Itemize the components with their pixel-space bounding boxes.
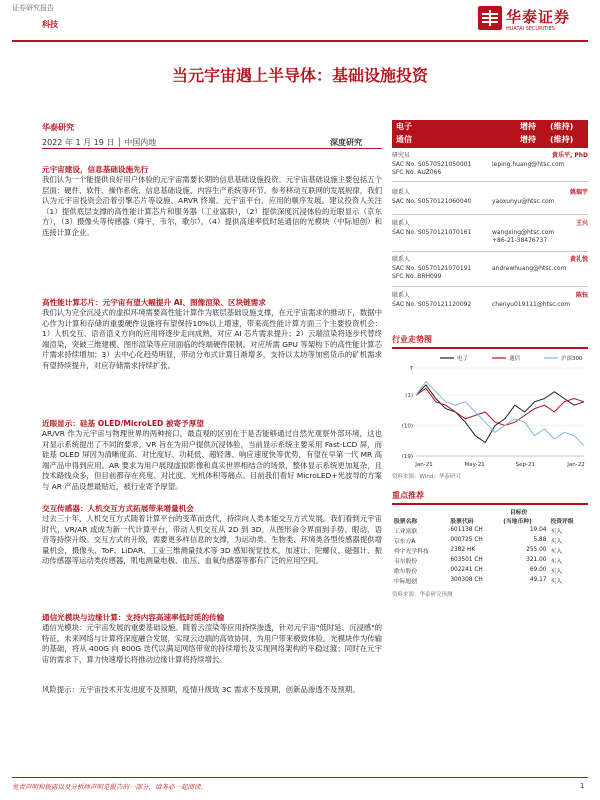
section-body: 通信光模块：元宇宙发展的重要基础设施。随着云渲染等应用持续渗透，针对元宇宙"低时延、沉浸感"的特征，未来网络与计算将深度融合发展，实现云边端的高效协同，为用户带来极致体验。光模块作为传输的基础，将从 400G 向 800G 迭代以满足网络带宽的持续增长及实现网络架构的平稳过渡；同时在元宇宙的需求下，算力快速增长将推动边缘计算将持续增长。 <box>42 623 382 664</box>
section-body: 我们认为一个能提供良好用户体验的元宇宙需要长期的信息基础设施投资。元宇宙基础设施主要包括五个层面：硬件、软件、操作系统、信息基础设施、内容生产系统等环节。参考移动互联网的发展规律，我们认为元宇宙投资会沿着引擎芯片等设施、ARVR 终端、元宇宙平台、应用的顺序发展。建议投资人关注（1）提供底层支撑的高性能计算芯片和服务器（工业富联），（2）提供深度沉浸体验的近眼显示（京东方），（3）摄像头等传感器（舜宇，韦尔，歌尔），（4）提供高速率低时延通信的光模块（中际旭创）和连接计算企业。 <box>42 175 382 237</box>
investment-rating: 买入 <box>550 548 563 555</box>
analyst-sac: SAC No. S0570121060040 <box>392 198 472 205</box>
table-row <box>392 535 588 545</box>
stock-name: 京东方A <box>394 538 416 545</box>
section-body: AR/VR 作为元宇宙与物理世界的两种接口，最直观的区别在于是否能够通过自然光观察外部环境，这也对显示系统提出了不同的要求。VR 旨在为用户提供沉浸体验，当前显示系统主要采用 Fast-LCD 屏，而硅基 OLED 屏因为清晰度高、对比度好、功耗低、超轻薄、响应速度快等优势，有望在早第一代 MR 高端产品中得到应用。AR 要求为用户展现虚拟影像和真实世界相结合的场景，整体显示系统更加复杂，且技术路线众多，但目前都存在亮度、对比度、光机体积等痛点。目前我们看好 MicroLED+光波导的方案与 AR 产品设想最贴近，被行业寄予厚望。 <box>42 429 382 491</box>
series-line <box>416 385 584 443</box>
stock-name: 歌尔股份 <box>394 568 418 575</box>
section-heading: 通信光模块与边缘计算：支持内容高速率低时延的传输 <box>42 613 225 622</box>
analyst-role: 联系人 <box>392 256 411 263</box>
section-5 <box>42 612 382 665</box>
report-type-label: 证券研究报告 <box>12 4 54 12</box>
rating-list <box>392 121 588 147</box>
huatai-logo <box>478 6 588 36</box>
section-2 <box>42 297 382 372</box>
col-header: 股票名称 <box>394 518 418 525</box>
investment-rating: 买入 <box>550 528 563 535</box>
analyst-role: 联系人 <box>392 189 411 196</box>
rating-value: 增持 <box>520 135 536 144</box>
logo-mark-icon <box>478 6 502 30</box>
analyst-role: 研究员 <box>392 152 411 159</box>
section-heading: 元宇宙建设，信息基础设施先行 <box>42 165 149 174</box>
analyst-name: 陈钰 <box>575 292 588 299</box>
trend-chart-block <box>392 334 588 484</box>
analyst-sac: SAC No. S0570521050001 <box>392 161 472 168</box>
series-line <box>416 388 584 425</box>
logo-text-en: HUATAI SECURITIES <box>506 26 555 32</box>
table-row <box>392 545 588 555</box>
stock-name: 韦尔股份 <box>394 558 418 565</box>
rating-sector: 通信 <box>396 135 412 144</box>
table-header-row <box>392 515 588 525</box>
table-row <box>392 555 588 565</box>
analyst-phone: +86-21-38476737 <box>492 237 548 244</box>
target-price: 5.88 <box>533 537 547 543</box>
stock-name: 中际旭创 <box>394 578 418 585</box>
stock-name: 舜宇光学科技 <box>394 548 429 555</box>
stock-code: 601138 CH <box>450 527 483 533</box>
stock-code: 2382 HK <box>450 547 476 553</box>
footer-disclaimer: 免责声明和披露以及分析师声明是报告的一部分，请务必一起阅读。 <box>12 783 207 791</box>
analyst-sfc: SFC No. BRH099 <box>392 273 442 280</box>
stock-code: 002241 CH <box>450 567 483 573</box>
recommend-block <box>392 490 588 610</box>
page-number: 1 <box>580 782 585 790</box>
target-price: 19.04 <box>529 527 547 533</box>
analyst-sac: SAC No. S0570121120092 <box>392 301 472 308</box>
report-title: 当元宇宙遇上半导体：基础设施投资 <box>171 66 428 85</box>
risk-warning <box>42 685 382 696</box>
target-price: 255.00 <box>526 547 547 553</box>
target-price-label: 目标价 <box>510 510 528 516</box>
analyst-sac: SAC No. S0570121070161 <box>392 229 472 236</box>
analyst-name: 姚瑞宇 <box>569 189 588 196</box>
report-date: 2022 年 1 月 19 日 │ 中国内地 <box>42 138 157 147</box>
series-line <box>416 382 584 446</box>
recommend-table <box>392 515 588 585</box>
chart-section-title: 行业走势图 <box>392 334 588 349</box>
x-tick-label: Jan-21 <box>415 462 433 468</box>
analyst-sfc: SFC No. AUZ066 <box>392 169 442 176</box>
analyst-divider <box>392 214 588 215</box>
footer-rule <box>12 777 588 778</box>
analyst-role: 联系人 <box>392 292 411 299</box>
analyst-entry <box>392 256 588 282</box>
analyst-entry <box>392 152 588 178</box>
analyst-email[interactable]: wangxing@htsc.com <box>492 229 555 236</box>
table-row <box>392 565 588 575</box>
analyst-email[interactable]: andrewhuang@htsc.com <box>492 265 567 272</box>
section-body: 我们认为完全沉浸式的虚拟环境需要高性能计算作为底层基础设施支撑，在元宇宙需求的推动下，数据中心作为计算和存储的重要硬件设施将有望保持10%以上增速，带来高性能计算方面三个主要投资机会：1）人机交互、语音语义方向的应用将逐步走向成熟，对应 AI 芯片需求提升；2）云端渲染将逐步代替终端渲染，突破三维建模、图形渲染等应用面临的终端硬件限制，对应所需 GPU 等架构下的高性能计算芯片需求持续增加；3）去中心化趋势明显，带动分布式计算日渐增多，支持以太坊等加密货币的矿机需求有望持续提升，对应存储需求持续扩张。 <box>42 308 382 370</box>
x-tick-label: Jan-22 <box>567 462 585 468</box>
analyst-name: 黄乐平, PhD <box>551 152 588 159</box>
rating-sector: 电子 <box>396 122 412 131</box>
stock-code: 603501 CH <box>450 557 483 563</box>
analyst-entry <box>392 220 588 246</box>
y-tick-label: (19) <box>401 454 413 460</box>
analyst-name: 王兴 <box>575 220 588 227</box>
analyst-divider <box>392 286 588 287</box>
meta-divider <box>42 148 382 149</box>
chart-source: 资料来源：Wind，华泰研究 <box>392 474 461 480</box>
target-price: 321.00 <box>526 557 547 563</box>
logo-text-cn: 华泰证券 <box>506 8 571 26</box>
sector-label: 科技 <box>42 20 58 29</box>
col-header: 投资评级 <box>550 518 574 525</box>
investment-rating: 买入 <box>550 578 563 585</box>
analyst-entry <box>392 189 588 209</box>
report-type: 深度研究 <box>330 138 362 147</box>
y-tick-label: 7 <box>409 366 413 372</box>
trend-chart <box>392 352 588 470</box>
section-1 <box>42 164 382 239</box>
research-org: 华泰研究 <box>42 123 74 132</box>
table-row <box>392 525 588 535</box>
analyst-entry <box>392 292 588 312</box>
recommend-title: 重点推荐 <box>392 490 588 505</box>
target-price: 49.17 <box>529 577 547 583</box>
analyst-divider <box>392 181 588 182</box>
header-rule <box>12 40 588 42</box>
analyst-sac: SAC No. S0570121070191 <box>392 265 472 272</box>
analyst-email[interactable]: leping.huang@htsc.com <box>492 161 565 168</box>
recommend-source: 资料来源：华泰研究预测 <box>392 592 453 598</box>
section-body: 过去三十年，人机交互方式随着计算平台的变革而迭代，持续向人类本能交互方式发展。我们看到元宇宙时代，VR/AR 或成为新一代计算平台，带动人机交互从 2D 到 3D，从图形命令界面到手势、眼动、语音等持续升级。交互方式的升级，需要更多样信息的支撑，为运动类、生物类、环境类各型传感器提供增量机会，摄像头、ToF、LiDAR、工业三维测量技术等 3D 感知视觉技术，加速计、陀螺仪、磁强计、振动传感器等运动类传感器，肌电测量电极、血压、血氧传感器等都有广泛的应用空间。 <box>42 514 382 566</box>
section-heading: 交互传感器：人机交互方式拓展带来增量机会 <box>42 504 194 513</box>
stock-code: 000725 CH <box>450 537 483 543</box>
rating-note: (维持) <box>550 135 574 144</box>
section-3 <box>42 418 382 493</box>
analyst-email[interactable]: yaoxunyu@htsc.com <box>492 198 555 205</box>
target-price: 69.00 <box>529 567 547 573</box>
section-heading: 高性能计算芯片：元宇宙有望大幅提升 AI、图像渲染、区块链需求 <box>42 298 266 307</box>
legend-label: 沪深300 <box>561 356 583 362</box>
legend-label: 通信 <box>509 356 521 362</box>
investment-rating: 买入 <box>550 538 563 545</box>
stock-code: 300308 CH <box>450 577 483 583</box>
x-tick-label: Sep-21 <box>515 462 536 468</box>
col-header: 股票代码 <box>450 518 474 525</box>
investment-rating: 买入 <box>550 558 563 565</box>
rating-value: 增持 <box>520 122 536 131</box>
rating-row <box>392 121 588 133</box>
y-tick-label: (10) <box>401 423 413 430</box>
x-tick-label: May-21 <box>464 462 485 468</box>
table-row <box>392 575 588 585</box>
y-tick-label: (1) <box>405 393 413 400</box>
investment-rating: 买入 <box>550 568 563 575</box>
rating-note: (维持) <box>550 122 574 131</box>
analyst-role: 联系人 <box>392 220 411 227</box>
analyst-divider <box>392 251 588 252</box>
risk-text: 风险提示：元宇宙技术开发进度不及预期，疫情升级致 3C 需求不及预期，创新品渗透不及预期。 <box>42 685 360 694</box>
analyst-list <box>392 152 588 322</box>
analyst-name: 黄礼悦 <box>569 256 588 263</box>
rating-row <box>392 134 588 146</box>
section-4 <box>42 503 382 567</box>
section-heading: 近眼显示：硅基 OLED/MicroLED 被寄予厚望 <box>42 419 204 428</box>
analyst-email[interactable]: chenyu019111@htsc.com <box>492 301 571 308</box>
legend-label: 电子 <box>457 356 469 362</box>
col-header: (当地币种) <box>503 518 532 525</box>
stock-name: 工业富联 <box>394 528 418 535</box>
